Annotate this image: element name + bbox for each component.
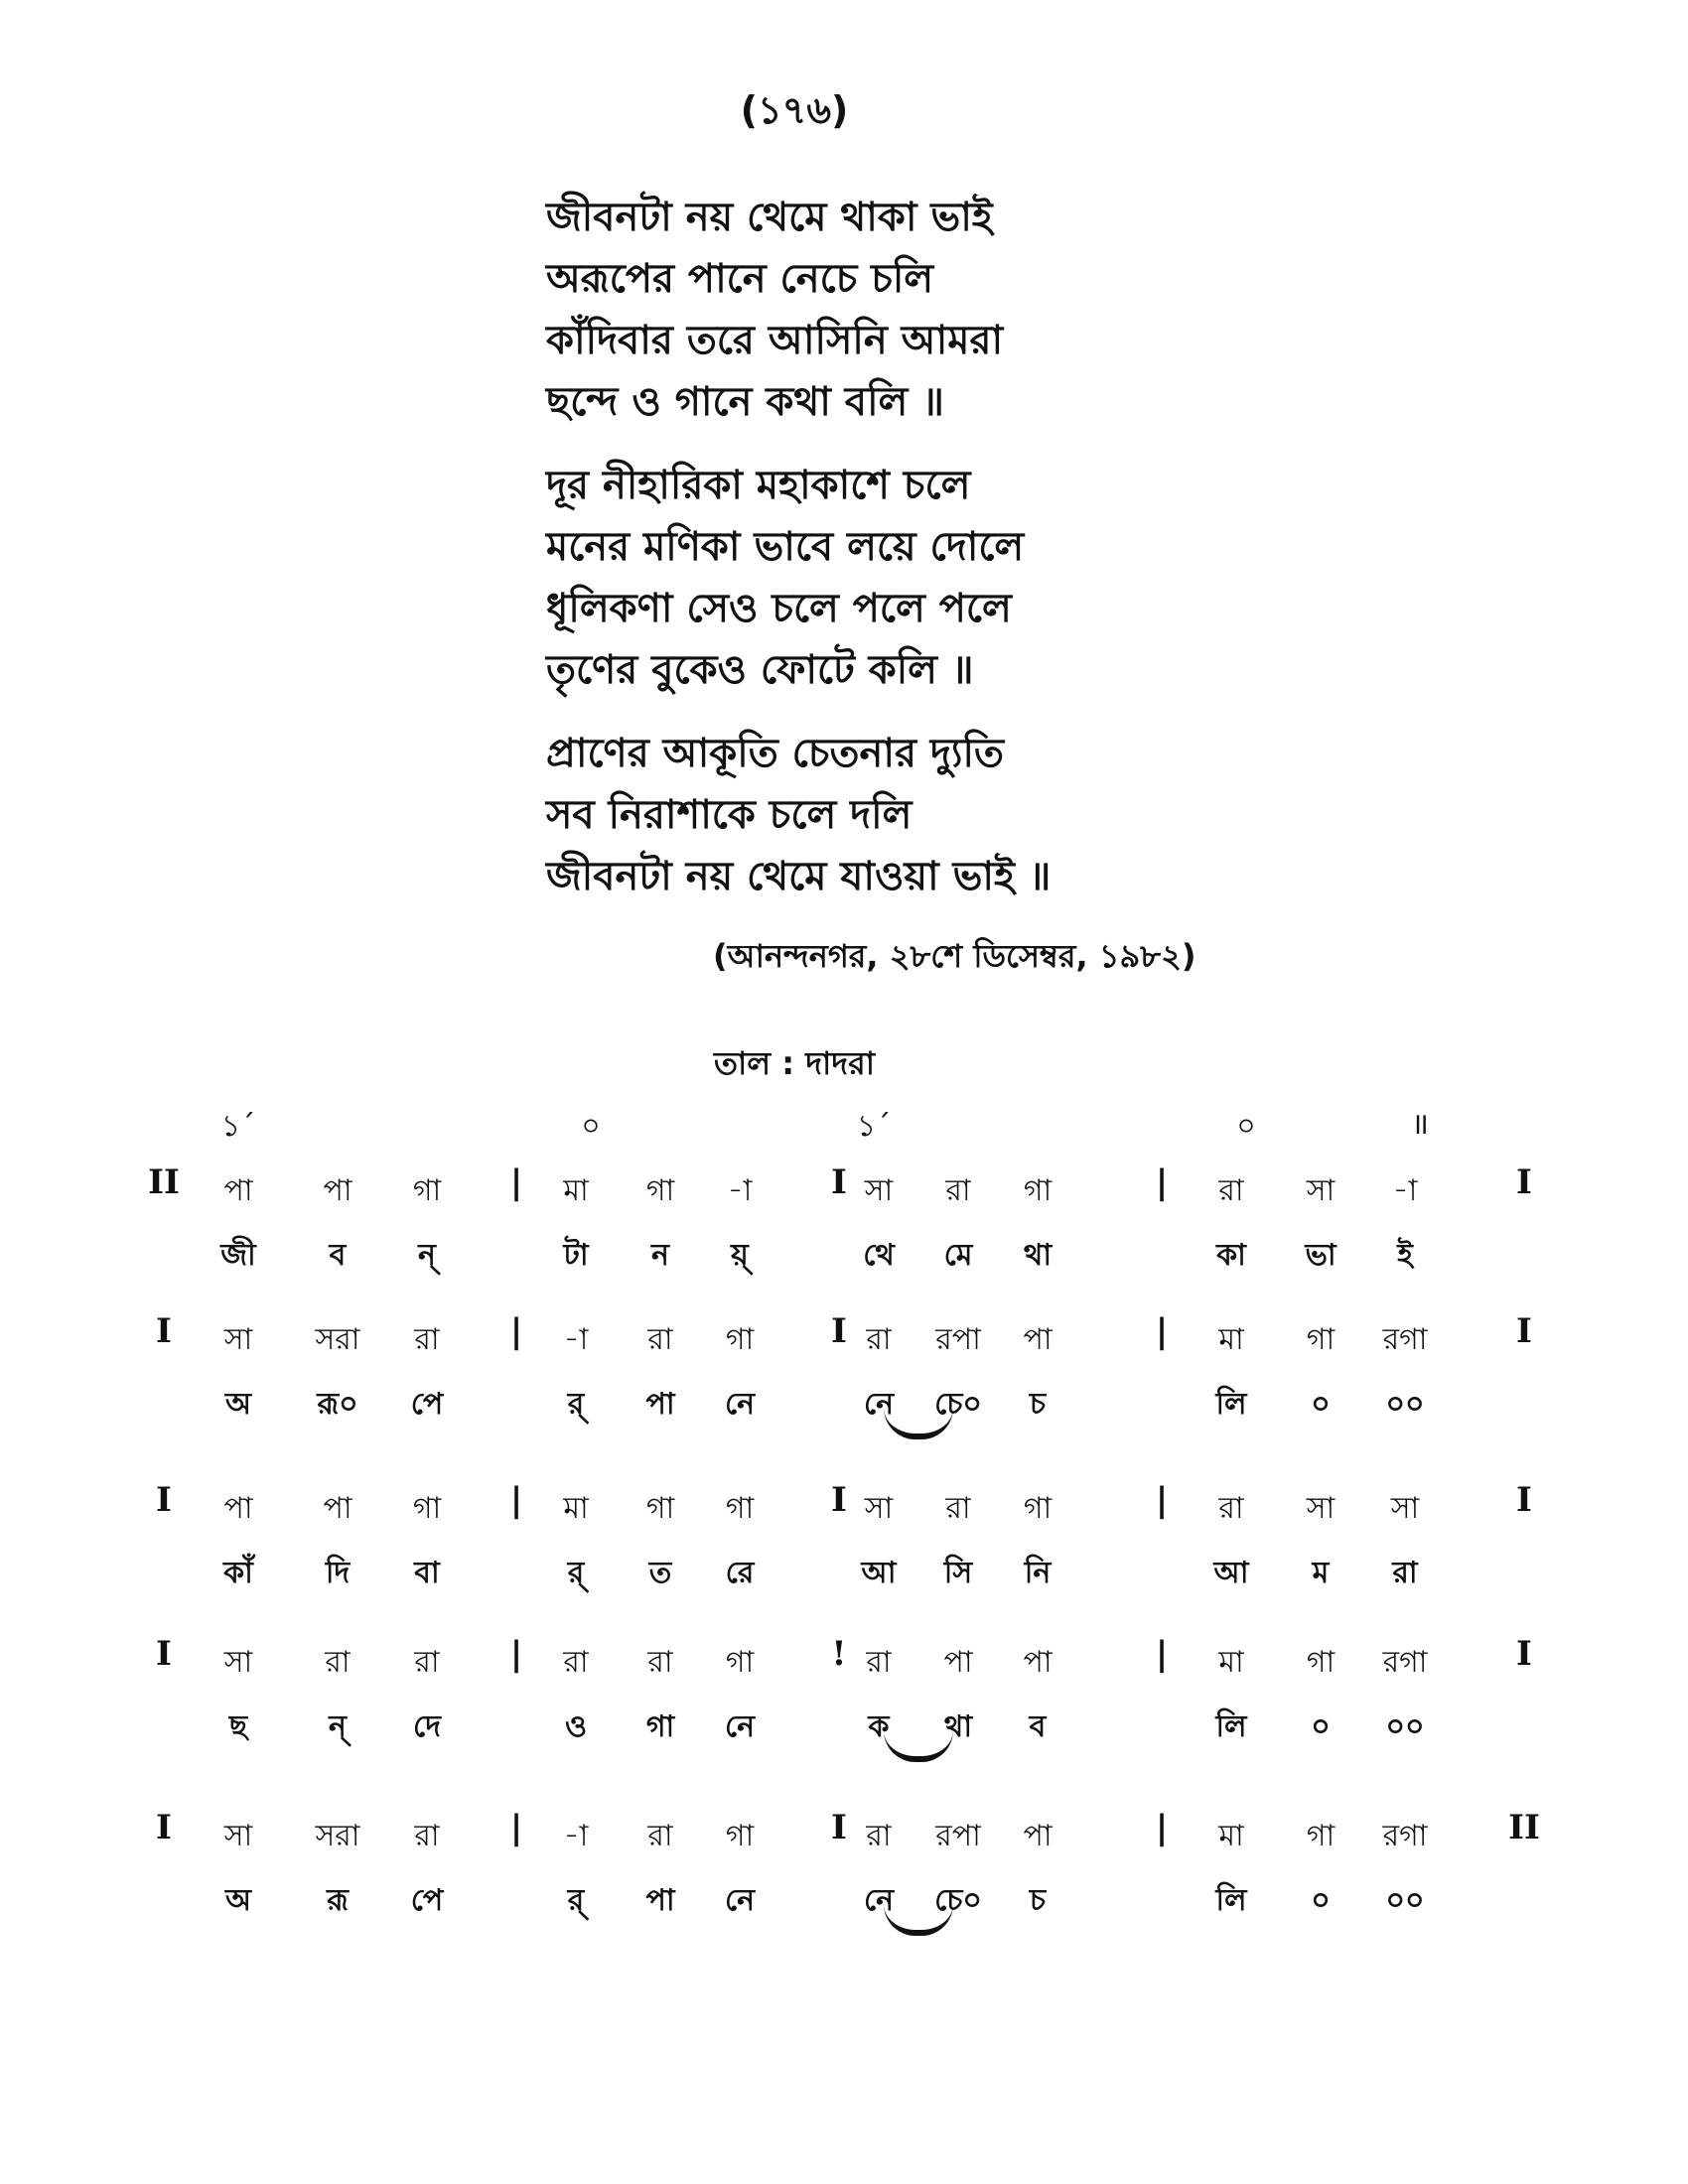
stanza [546, 455, 1241, 701]
swara-note: রা [1218, 1173, 1244, 1208]
lyric-syllable: ন্ [418, 1238, 436, 1273]
lyric-syllable: দি [325, 1556, 351, 1590]
row-start-bar: I [156, 1634, 172, 1674]
lyric-syllable: ছ [228, 1709, 248, 1744]
row-end-bar: I [1516, 1311, 1532, 1351]
slur-mark [884, 1904, 953, 1936]
beat-marker: ১´ [220, 1109, 256, 1144]
swara-note: রা [647, 1322, 673, 1357]
bar-line: | [509, 1311, 523, 1351]
swara-note: পা [323, 1491, 352, 1526]
swara-note: পা [1023, 1819, 1053, 1853]
bar-line: | [509, 1480, 523, 1520]
lyric-syllable: রূ [327, 1883, 349, 1918]
swara-note: পা [223, 1173, 253, 1208]
beat-marker: ০ [1236, 1109, 1256, 1144]
swara-note: রা [866, 1322, 892, 1357]
swara-note: সা [1390, 1491, 1420, 1526]
bar-line: ! [831, 1634, 847, 1674]
swara-note: রা [414, 1645, 440, 1680]
swara-note: গা [1023, 1491, 1053, 1526]
swara-note: রপা [935, 1322, 981, 1357]
poem-line: ধূলিকণা সেও চলে পলে পলে [546, 586, 1012, 631]
lyric-syllable: কা [1216, 1238, 1246, 1273]
swara-note: রা [647, 1819, 673, 1853]
taal-label: তাল : দাদরা [714, 1044, 875, 1082]
swara-note: রা [563, 1645, 589, 1680]
swara-note: -া [563, 1322, 589, 1357]
row-start-bar: I [156, 1480, 172, 1520]
lyric-syllable: ক [868, 1709, 890, 1744]
lyric-syllable: রূ০ [317, 1387, 358, 1422]
row-end-bar: I [1516, 1634, 1532, 1674]
lyric-syllable: ব [1029, 1709, 1047, 1744]
stanza [546, 187, 1241, 433]
swara-note: মা [563, 1173, 589, 1208]
swara-note: মা [1218, 1819, 1244, 1853]
lyric-syllable: মে [943, 1238, 973, 1273]
swara-note: সা [1306, 1173, 1336, 1208]
lyric-syllable: লি [1215, 1387, 1247, 1422]
swara-note: পা [223, 1491, 253, 1526]
poem [546, 187, 1241, 929]
swara-note: রা [945, 1491, 971, 1526]
lyric-syllable: অ [225, 1387, 251, 1422]
bar-line: I [831, 1808, 847, 1847]
swara-note: গা [725, 1819, 755, 1853]
swara-note: মা [563, 1491, 589, 1526]
swara-note: গা [1306, 1819, 1336, 1853]
swara-note: সরা [315, 1322, 360, 1357]
row-end-bar: I [1516, 1480, 1532, 1520]
lyric-syllable: লি [1215, 1883, 1247, 1918]
lyric-syllable: লি [1215, 1709, 1247, 1744]
swara-note: রগা [1382, 1819, 1428, 1853]
poem-line: প্রাণের আকূতি চেতনার দ্যুতি [546, 731, 1004, 776]
swara-note: পা [943, 1645, 973, 1680]
swara-note: গা [725, 1491, 755, 1526]
page-number: (১৭৬) [740, 88, 849, 132]
lyric-syllable: নে [863, 1883, 895, 1918]
swara-note: রা [945, 1173, 971, 1208]
lyric-syllable: ন্ [329, 1709, 347, 1744]
swara-note: গা [645, 1491, 675, 1526]
swara-note: রা [866, 1819, 892, 1853]
swara-note: -া [727, 1173, 753, 1208]
swara-note: -া [1392, 1173, 1418, 1208]
beat-marker: ১´ [856, 1109, 892, 1144]
bar-line: | [1155, 1808, 1169, 1847]
lyric-syllable: অ [225, 1883, 251, 1918]
swara-note: রা [414, 1322, 440, 1357]
poem-line: জীবনটা নয় থেমে যাওয়া ভাই ॥ [546, 854, 1052, 899]
lyric-syllable: ০ [1311, 1387, 1331, 1422]
lyric-syllable: পে [410, 1387, 444, 1422]
lyric-syllable: নে [724, 1387, 756, 1422]
swara-note: সা [1306, 1491, 1336, 1526]
bar-line: | [509, 1162, 523, 1202]
swara-note: সরা [315, 1819, 360, 1853]
lyric-syllable: ন [651, 1238, 669, 1273]
lyric-syllable: আ [1213, 1556, 1249, 1590]
lyric-syllable: পে [410, 1883, 444, 1918]
lyric-syllable: পা [645, 1883, 675, 1918]
swara-note: পা [1023, 1645, 1053, 1680]
bar-line: | [1155, 1162, 1169, 1202]
lyric-syllable: ও [564, 1709, 588, 1744]
lyric-syllable: নে [863, 1387, 895, 1422]
lyric-syllable: সি [943, 1556, 973, 1590]
swara-note: গা [725, 1322, 755, 1357]
lyric-syllable: থা [943, 1709, 973, 1744]
lyric-syllable: ০০ [1385, 1387, 1425, 1422]
swara-note: গা [1023, 1173, 1053, 1208]
poem-line: ছন্দে ও গানে কথা বলি ॥ [546, 379, 944, 425]
swara-note: রা [647, 1645, 673, 1680]
poem-line: সব নিরাশাকে চলে দলি [546, 792, 913, 838]
lyric-syllable: চ [1029, 1883, 1047, 1918]
swara-note: রা [325, 1645, 351, 1680]
lyric-syllable: রে [725, 1556, 755, 1590]
swara-note: গা [412, 1491, 442, 1526]
lyric-syllable: বা [414, 1556, 440, 1590]
bar-line: | [509, 1808, 523, 1847]
lyric-syllable: য়্ [731, 1238, 749, 1273]
swara-note: রা [866, 1645, 892, 1680]
bar-line: I [831, 1162, 847, 1202]
swara-note: গা [725, 1645, 755, 1680]
row-start-bar: I [156, 1311, 172, 1351]
row-start-bar: I [156, 1808, 172, 1847]
lyric-syllable: ব [329, 1238, 347, 1273]
poem-line: তৃণের বুকেও ফোটে কলি ॥ [546, 647, 974, 693]
lyric-syllable: জী [220, 1238, 256, 1273]
swara-note: পা [323, 1173, 352, 1208]
row-end-bar: II [1508, 1808, 1540, 1847]
poem-line: অরূপের পানে নেচে চলি [546, 256, 934, 302]
lyric-syllable: পা [645, 1387, 675, 1422]
bar-line: I [831, 1480, 847, 1520]
lyric-syllable: কাঁ [223, 1556, 253, 1590]
lyric-syllable: আ [861, 1556, 897, 1590]
lyric-syllable: ০ [1311, 1709, 1331, 1744]
lyric-syllable: থা [1023, 1238, 1053, 1273]
lyric-syllable: নি [1024, 1556, 1052, 1590]
bar-line: | [1155, 1311, 1169, 1351]
poem-line: কাঁদিবার তরে আসিনি আমরা [546, 318, 1004, 363]
row-start-bar: II [148, 1162, 180, 1202]
swara-note: মা [1218, 1645, 1244, 1680]
lyric-syllable: র্ [567, 1387, 585, 1422]
bar-line: | [509, 1634, 523, 1674]
swara-note: গা [1306, 1645, 1336, 1680]
poem-line: দূর নীহারিকা মহাকাশে চলে [546, 463, 971, 508]
lyric-syllable: টা [563, 1238, 589, 1273]
swara-note: রা [414, 1819, 440, 1853]
beat-marker: ॥ [1411, 1107, 1429, 1142]
swara-note: রগা [1382, 1645, 1428, 1680]
lyric-syllable: ভা [1305, 1238, 1336, 1273]
lyric-syllable: ম [1312, 1556, 1330, 1590]
bar-line: | [1155, 1480, 1169, 1520]
swara-note: পা [1023, 1322, 1053, 1357]
swara-note: গা [412, 1173, 442, 1208]
swara-note: রা [1218, 1491, 1244, 1526]
lyric-syllable: ই [1397, 1238, 1413, 1273]
swara-note: সা [223, 1819, 253, 1853]
poem-line: জীবনটা নয় থেমে থাকা ভাই [546, 195, 993, 240]
stanza [546, 723, 1241, 907]
lyric-syllable: ০০ [1385, 1883, 1425, 1918]
swara-note: রপা [935, 1819, 981, 1853]
swara-note: রগা [1382, 1322, 1428, 1357]
row-end-bar: I [1516, 1162, 1532, 1202]
swara-note: সা [223, 1322, 253, 1357]
bar-line: | [1155, 1634, 1169, 1674]
swara-note: -া [563, 1819, 589, 1853]
lyric-syllable: র্ [567, 1556, 585, 1590]
poem-line: মনের মণিকা ভাবে লয়ে দোলে [546, 524, 1025, 570]
composition-note: (আনন্দনগর, ২৮শে ডিসেম্বর, ১৯৮২) [713, 937, 1196, 975]
swara-note: গা [1306, 1322, 1336, 1357]
slur-mark [884, 1408, 953, 1439]
lyric-syllable: গা [645, 1709, 675, 1744]
lyric-syllable: ত [648, 1556, 672, 1590]
swara-note: গা [645, 1173, 675, 1208]
lyric-syllable: র্ [567, 1883, 585, 1918]
swara-note: মা [1218, 1322, 1244, 1357]
lyric-syllable: নে [724, 1709, 756, 1744]
swara-note: সা [864, 1173, 894, 1208]
slur-mark [884, 1730, 953, 1762]
bar-line: I [831, 1311, 847, 1351]
lyric-syllable: নে [724, 1883, 756, 1918]
beat-marker: ০ [581, 1109, 601, 1144]
lyric-syllable: ০ [1311, 1883, 1331, 1918]
lyric-syllable: চে০ [934, 1883, 982, 1918]
lyric-syllable: থে [863, 1238, 895, 1273]
swara-note: সা [864, 1491, 894, 1526]
lyric-syllable: রা [1392, 1556, 1418, 1590]
swara-note: সা [223, 1645, 253, 1680]
lyric-syllable: চ [1029, 1387, 1047, 1422]
lyric-syllable: দে [413, 1709, 441, 1744]
lyric-syllable: চে০ [934, 1387, 982, 1422]
lyric-syllable: ০০ [1385, 1709, 1425, 1744]
